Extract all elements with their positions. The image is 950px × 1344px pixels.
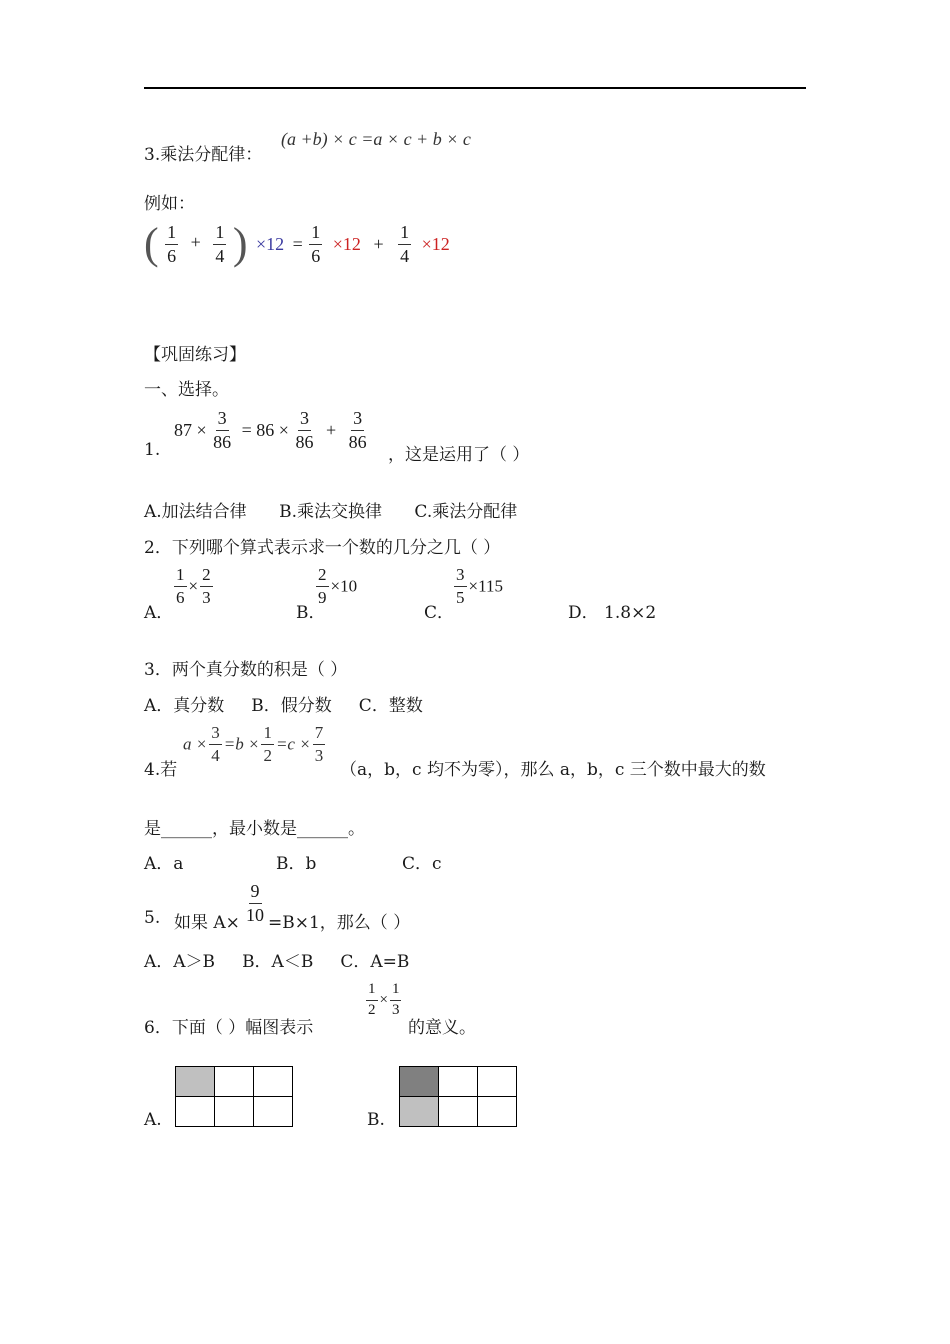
numerator: 3 [216,409,229,431]
times-12: ×12 [421,233,450,254]
q4-term: a × [183,734,208,754]
times-sign: × [188,576,199,596]
denominator: 2 [263,745,272,765]
q5-number: 5. [144,908,161,928]
close-paren: ) [232,219,248,268]
law3-label: 3.乘法分配律： [144,145,263,165]
q5-fraction [244,882,266,925]
q1-expression [174,409,369,452]
q4-tail: （a，b，c 均不为零），那么 a，b，c 三个数中最大的数 [340,760,766,780]
numerator: 3 [454,566,467,587]
fraction [390,982,402,1019]
grid-cell [176,1097,215,1127]
q2-option-b-label: B． [296,603,326,623]
fraction [213,409,231,452]
denominator: 4 [400,245,410,266]
fraction [295,409,313,452]
q6-figure-b[interactable] [399,1066,517,1127]
q1-number: 1. [144,440,161,460]
times-12: ×12 [255,233,285,254]
numerator: 1 [165,223,178,245]
q6-expression [364,982,403,1019]
fraction [309,223,322,266]
grid-cell [215,1097,254,1127]
denominator: 4 [211,745,220,765]
plus-sign: + [373,233,384,254]
times-12: ×12 [332,233,361,254]
q2-option-c-expr [452,566,503,607]
numerator: 1 [366,982,378,1001]
part1-title: 一、选择。 [144,380,229,400]
times-sign: × [379,991,388,1008]
denominator: 3 [314,745,324,765]
section-title: 【巩固练习】 [144,345,246,365]
example-label: 例如： [144,194,195,214]
denominator: 3 [391,1001,400,1018]
numerator: 1 [213,223,226,245]
grid-cell [215,1067,254,1097]
numerator: 2 [200,566,213,587]
header-rule [144,87,806,89]
q3-text: 3．两个真分数的积是（ ） [144,660,348,680]
fraction [246,882,264,925]
fraction [200,566,213,607]
fraction [174,566,187,607]
numerator: 9 [249,882,262,904]
numerator: 1 [261,724,274,745]
grid-cell-shaded [400,1097,439,1127]
open-paren: ( [144,219,159,268]
q1-tail: ，这是运用了（ ） [388,445,530,465]
plus-sign: + [190,232,201,253]
denominator: 5 [456,587,465,607]
q4-expression [183,724,327,765]
grid-cell [478,1067,517,1097]
numerator: 1 [390,982,402,1001]
grid-cell [478,1097,517,1127]
denominator: 3 [202,587,211,607]
denominator: 86 [295,431,314,452]
fraction [209,724,222,765]
fraction [316,566,329,607]
q2-option-b-tail: ×10 [330,576,358,596]
q4-term: =b × [223,734,260,754]
q6-figure-b-label: B. [367,1110,385,1130]
fraction [213,223,226,266]
fraction [398,223,411,266]
q4-option-a: A．a [144,854,184,874]
grid-cell [439,1097,478,1127]
law3-formula: (a +b) × c =a × c + b × c [281,129,471,149]
grid-cell [439,1067,478,1097]
q2-option-b-expr [314,566,357,607]
q6-post: 的意义。 [408,1018,476,1038]
q5-options: A．A＞B B．A＜B C．A=B [144,952,410,972]
fraction [366,982,378,1019]
equals-sign: = [292,233,303,254]
grid-cell-dark [400,1067,439,1097]
q3-options: A．真分数 B．假分数 C．整数 [144,696,423,716]
denominator: 86 [348,431,367,452]
numerator: 1 [174,566,187,587]
q1-term: = 86 × [241,419,289,440]
q6-figure-a-label: A. [144,1110,162,1130]
denominator: 2 [368,1001,376,1018]
denominator: 6 [167,245,177,266]
fraction [261,724,274,765]
q2-option-a-expr [172,566,215,607]
grid-cell [254,1097,293,1127]
q4-prefix: 4.若 [144,760,178,780]
q6-pre: 6．下面（ ）幅图表示 [144,1018,314,1038]
numerator: 2 [316,566,329,587]
q4-option-c: C．c [402,854,442,874]
q2-option-c-label: C． [424,603,455,623]
numerator: 3 [298,409,311,431]
q1-term: 87 × [174,419,207,440]
numerator: 1 [398,223,411,245]
fraction [454,566,467,607]
denominator: 9 [318,587,327,607]
fraction [313,724,326,765]
q2-option-c-tail: ×115 [468,576,503,596]
numerator: 1 [309,223,322,245]
grid-cell-shaded [176,1067,215,1097]
q4-term: =c × [275,734,311,754]
grid-cell [254,1067,293,1097]
numerator: 7 [313,724,326,745]
q5-post: =B×1，那么（ ） [268,913,411,933]
denominator: 4 [215,245,225,266]
denominator: 10 [246,904,264,925]
q4-option-b: B．b [276,854,317,874]
denominator: 6 [311,245,321,266]
example-expression [144,219,450,268]
q1-options: A.加法结合律 B.乘法交换律 C.乘法分配律 [144,502,518,522]
q2-option-d: D． 1.8×2 [568,603,657,623]
q6-figure-a[interactable] [175,1066,293,1127]
q5-pre: 如果 A× [174,913,240,933]
numerator: 3 [351,409,364,431]
numerator: 3 [209,724,222,745]
q2-option-a-label: A． [144,603,174,623]
denominator: 86 [213,431,232,452]
q2-text: 2．下列哪个算式表示求一个数的几分之几（ ） [144,538,501,558]
plus-sign: + [325,419,337,440]
denominator: 6 [176,587,185,607]
fraction [165,223,178,266]
q4-line2: 是______，最小数是______。 [144,819,365,839]
fraction [349,409,367,452]
